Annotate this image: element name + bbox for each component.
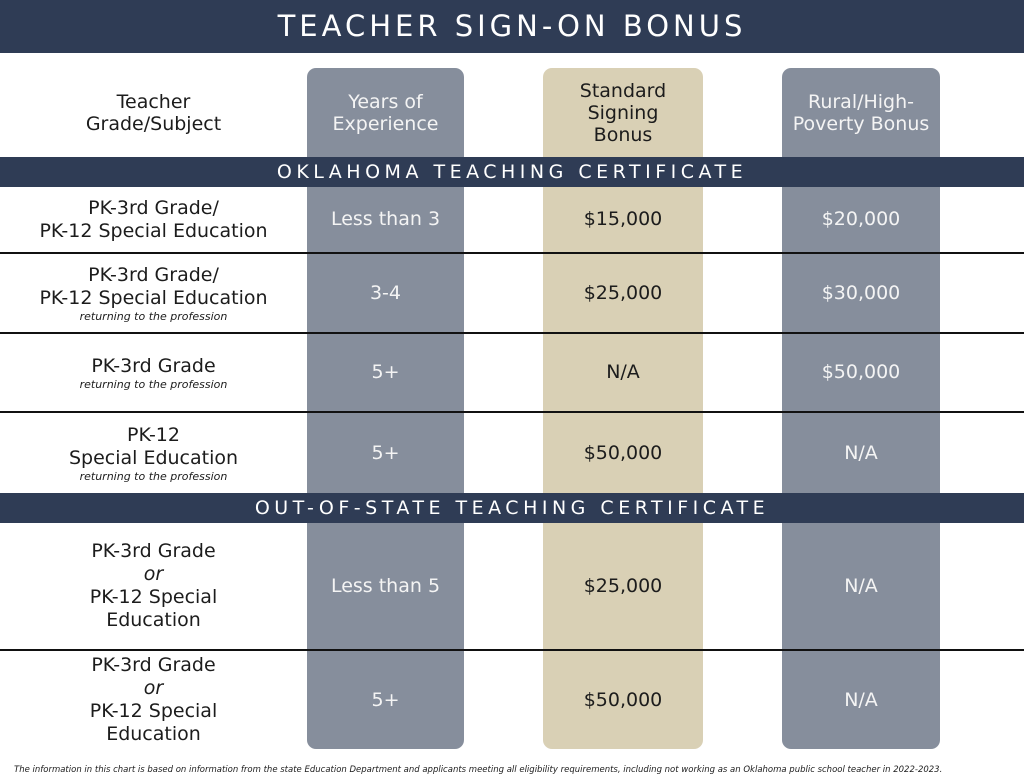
standard-bonus-cell: $25,000 — [583, 574, 663, 597]
subject-cell: PK-3rd Grade/ PK-12 Special Education returning to the profession — [39, 263, 268, 323]
page-title: TEACHER SIGN-ON BONUS — [0, 0, 1024, 53]
section-oklahoma: OKLAHOMA TEACHING CERTIFICATE — [0, 157, 1024, 187]
years-cell: Less than 5 — [330, 574, 441, 597]
rural-bonus-cell: $30,000 — [821, 281, 901, 304]
subject-cell: PK-3rd Grade returning to the profession — [79, 354, 228, 391]
table-row — [0, 334, 1024, 411]
header-subject: Teacher Grade/Subject — [85, 91, 222, 135]
standard-bonus-cell: $25,000 — [583, 281, 663, 304]
header-row — [0, 70, 1024, 156]
table-row — [0, 413, 1024, 493]
subject-cell: PK-3rd Grade or PK-12 Special Education — [89, 540, 218, 631]
rural-bonus-cell: N/A — [844, 688, 878, 711]
subject-cell: PK-3rd Grade or PK-12 Special Education — [89, 654, 218, 745]
rural-bonus-cell: N/A — [844, 441, 878, 464]
subject-cell: PK-3rd Grade/ PK-12 Special Education — [39, 196, 268, 242]
header-rural: Rural/High- Poverty Bonus — [792, 91, 930, 135]
table-row — [0, 187, 1024, 252]
standard-bonus-cell: $50,000 — [583, 688, 663, 711]
years-cell: 5+ — [371, 361, 400, 383]
table-row — [0, 254, 1024, 332]
header-years: Years of Experience — [332, 91, 439, 135]
years-cell: 5+ — [371, 441, 400, 464]
table-row — [0, 523, 1024, 649]
rural-bonus-cell: $20,000 — [821, 208, 901, 230]
subject-cell: PK-12 Special Education returning to the profession — [68, 423, 239, 483]
years-cell: 5+ — [371, 688, 400, 711]
years-cell: Less than 3 — [330, 208, 441, 230]
years-cell: 3-4 — [369, 281, 402, 304]
section-out-of-state: OUT-OF-STATE TEACHING CERTIFICATE — [0, 493, 1024, 523]
footnote: The information in this chart is based on information from the state Education Department and applicants meeting all eligibility requirements, including not working as an Oklahoma public school teacher in 2022-2023. — [14, 765, 943, 775]
table-row — [0, 651, 1024, 749]
standard-bonus-cell: $15,000 — [583, 208, 663, 230]
rural-bonus-cell: N/A — [844, 574, 878, 597]
rural-bonus-cell: $50,000 — [821, 361, 901, 383]
standard-bonus-cell: N/A — [606, 361, 640, 383]
header-standard: Standard Signing Bonus — [579, 80, 667, 146]
standard-bonus-cell: $50,000 — [583, 441, 663, 464]
